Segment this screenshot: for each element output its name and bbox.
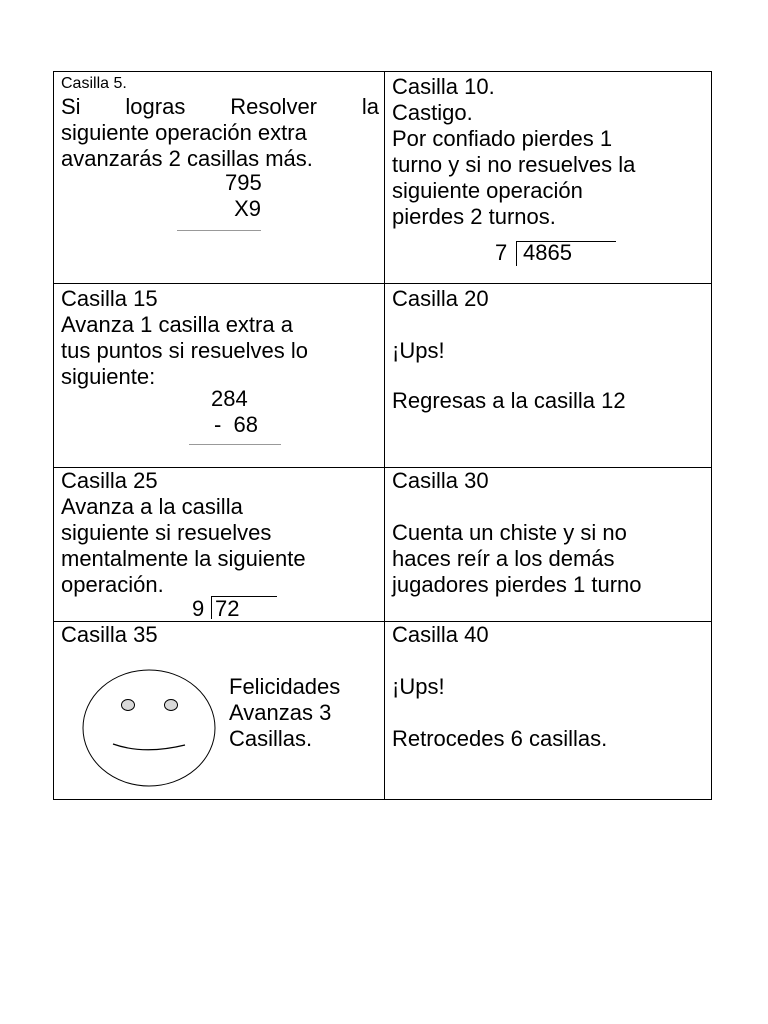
operation-top-number: 284	[211, 386, 248, 411]
cell-text-line: Cuenta un chiste y si no	[392, 520, 627, 545]
cell-text-line: Por confiado pierdes 1	[392, 126, 613, 151]
cell-text-line: turno y si no resuelves la	[392, 152, 636, 177]
cell-text-line: Retrocedes 6 casillas.	[392, 726, 608, 751]
cell-title: Casilla 15	[61, 286, 158, 311]
column-divider	[384, 72, 385, 799]
cell-casilla-20	[392, 286, 710, 414]
cell-casilla-5	[61, 74, 379, 172]
cell-title: Casilla 25	[61, 468, 158, 493]
operation-underline	[177, 230, 261, 231]
cell-casilla-35	[61, 622, 379, 648]
cell-text-line: Regresas a la casilla 12	[392, 388, 626, 413]
cell-text-line: Castigo.	[392, 100, 473, 125]
cell-title: Casilla 35	[61, 622, 158, 647]
division-dividend: 4865	[523, 240, 572, 265]
cell-text-line: tus puntos si resuelves lo	[61, 338, 309, 363]
cell-text-line: siguiente:	[61, 364, 156, 389]
division-bracket	[516, 242, 517, 266]
smiley-face-icon	[82, 669, 216, 787]
cell-text-line: pierdes 2 turnos.	[392, 204, 556, 229]
cell-text-line: mentalmente la siguiente	[61, 546, 306, 571]
cell-text-line: Avanza a la casilla	[61, 494, 243, 519]
cell-text-line: ¡Ups!	[392, 338, 445, 363]
cell-text-line: Casillas.	[229, 726, 313, 751]
cell-text-line: operación.	[61, 572, 164, 597]
game-board-table	[53, 71, 712, 800]
word: logras	[125, 94, 186, 119]
cell-text-line: avanzarás 2 casillas más.	[61, 146, 313, 171]
cell-text-line: Avanza 1 casilla extra a	[61, 312, 293, 337]
word: la	[361, 94, 379, 119]
cell-text-line: ¡Ups!	[392, 674, 445, 699]
operation-bottom-number: X9	[234, 196, 261, 221]
cell-text-line: siguiente operación extra	[61, 120, 307, 145]
cell-text-line	[61, 94, 379, 120]
operation-top-number: 795	[225, 170, 262, 195]
word: Si	[61, 94, 81, 119]
division-divisor: 9	[192, 596, 205, 621]
cell-text-line: Avanzas 3	[229, 700, 332, 725]
cell-casilla-15	[61, 286, 379, 390]
cell-casilla-10	[392, 74, 710, 230]
cell-title: Casilla 20	[392, 286, 489, 311]
word: Resolver	[230, 94, 318, 119]
operation-underline	[189, 444, 281, 445]
cell-text-line: haces reír a los demás	[392, 546, 615, 571]
division-divisor: 7	[495, 240, 508, 265]
cell-casilla-25	[61, 468, 379, 598]
cell-casilla-30	[392, 468, 710, 598]
cell-casilla-40	[392, 622, 710, 752]
cell-text-line: jugadores pierdes 1 turno	[392, 572, 642, 597]
cell-text-line: siguiente si resuelves	[61, 520, 272, 545]
cell-title: Casilla 5.	[61, 75, 127, 92]
division-bracket	[211, 597, 212, 619]
cell-title: Casilla 10.	[392, 74, 495, 99]
cell-text-line: siguiente operación	[392, 178, 583, 203]
cell-text-line: Felicidades	[229, 674, 341, 699]
operation-bottom-number: - 68	[213, 412, 258, 437]
division-dividend: 72	[215, 596, 240, 621]
congrats-text	[229, 674, 379, 752]
cell-title: Casilla 40	[392, 622, 489, 647]
row-divider	[54, 283, 711, 284]
cell-title: Casilla 30	[392, 468, 489, 493]
